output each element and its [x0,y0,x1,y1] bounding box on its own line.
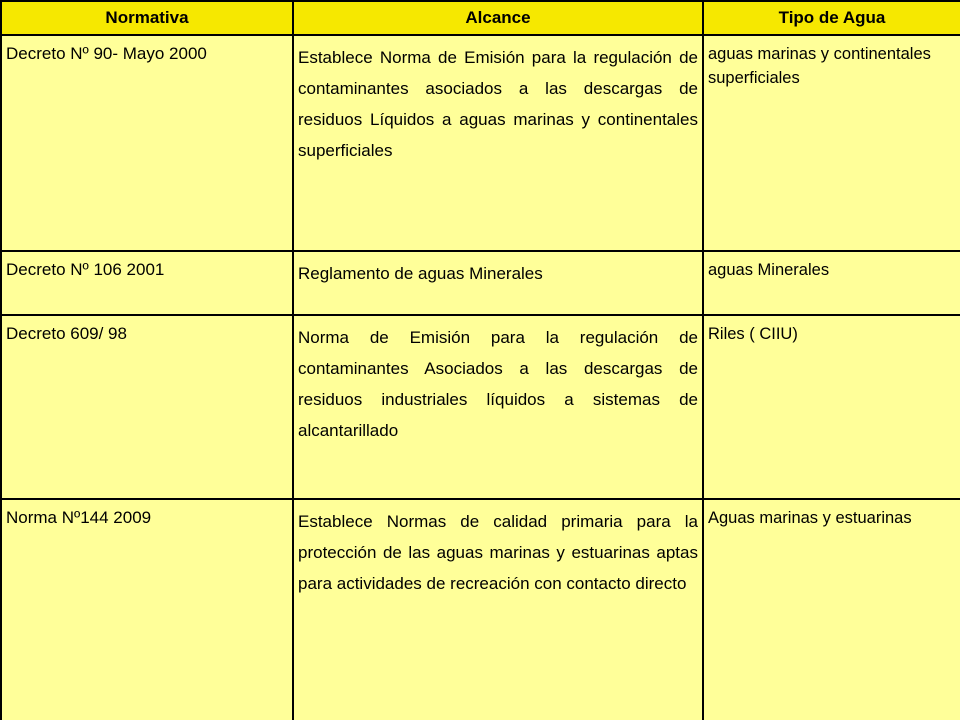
table-row [1,499,960,720]
cell-normativa: Decreto Nº 90- Mayo 2000 [1,35,293,251]
cell-alcance: Establece Norma de Emisión para la regulación de contaminantes asociados a las descargas de residuos Líquidos a aguas marinas y continentales superficiales [293,35,703,251]
cell-normativa: Decreto 609/ 98 [1,315,293,499]
cell-tipo-de-agua: aguas marinas y continentales superficiales [703,35,960,251]
header-tipo-de-agua: Tipo de Agua [703,1,960,35]
cell-tipo-de-agua: Aguas marinas y estuarinas [703,499,960,720]
table-row [1,35,960,251]
cell-normativa: Decreto Nº 106 2001 [1,251,293,315]
cell-tipo-de-agua: Riles ( CIIU) [703,315,960,499]
header-row [1,1,960,35]
table-row [1,251,960,315]
header-alcance: Alcance [293,1,703,35]
cell-normativa: Norma Nº144 2009 [1,499,293,720]
cell-alcance: Establece Normas de calidad primaria para la protección de las aguas marinas y estuarinas aptas para actividades de recreación con contacto directo [293,499,703,720]
table-row [1,315,960,499]
cell-alcance: Reglamento de aguas Minerales [293,251,703,315]
cell-tipo-de-agua: aguas Minerales [703,251,960,315]
header-normativa: Normativa [1,1,293,35]
cell-alcance: Norma de Emisión para la regulación de contaminantes Asociados a las descargas de residuos industriales líquidos a sistemas de alcantarillado [293,315,703,499]
